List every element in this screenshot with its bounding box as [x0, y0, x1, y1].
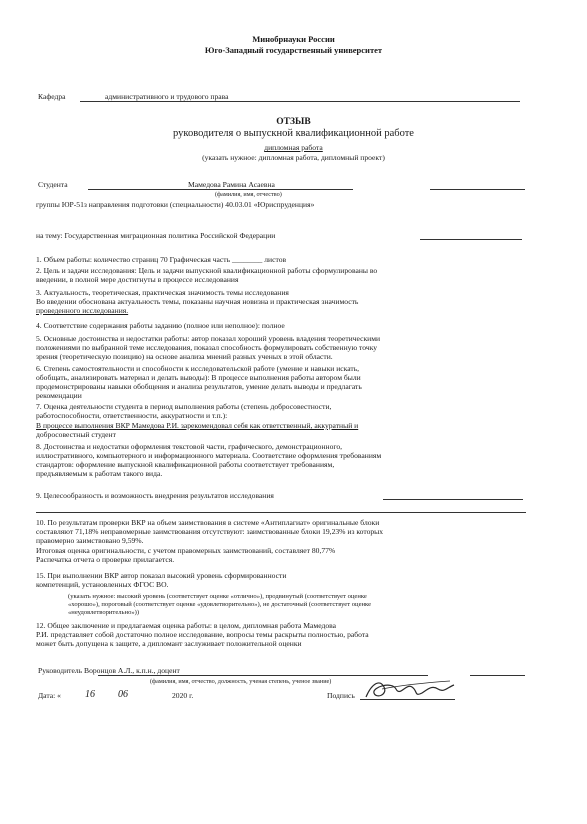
item-6-line-2: обобщать, анализировать материал и делать выводы): В процессе выполнения работы автором были: [36, 373, 361, 382]
item-10-line-4: Итоговая оценка оригинальности, с учетом правомерных заимствований, составляет 80,77%: [36, 546, 336, 555]
signature-label: Подпись: [327, 691, 355, 700]
topic-underline: [420, 239, 522, 240]
item-15-line-1: 15. При выполнении ВКР автор показал высокий уровень сформированности: [36, 571, 287, 580]
item-15-hint-1: (указать нужное: высокий уровень (соответствует оценке «отлично»), продвинутый (соответствует оценке: [68, 593, 367, 600]
department-label: Кафедра: [38, 92, 66, 101]
item-12-line-3: может быть допущена к защите, а дипломант заслуживает положительной оценки: [36, 639, 302, 648]
department-value: административного и трудового права: [105, 92, 229, 101]
item-2-line-2: введении, в полной мере достигнуты в процессе исследования: [36, 275, 239, 284]
date-label: Дата: «: [38, 691, 61, 700]
item-4: 4. Соответствие содержания работы заданию (полное или неполное): полное: [36, 321, 285, 330]
item-7-line-1: 7. Оценка деятельности студента в период выполнения работы (степень добросовестности,: [36, 402, 332, 411]
item-15-line-2: компетенций, установленных ФГОС ВО.: [36, 580, 169, 589]
department-underline: [80, 101, 520, 102]
work-type-hint: (указать нужное: дипломная работа, дипломный проект): [202, 153, 385, 162]
doc-title: ОТЗЫВ: [276, 117, 311, 127]
item-5-line-3: зрения (теоретическую позицию) на основе анализа мнений разных ученых в этой области.: [36, 352, 333, 361]
item-3-line-1: 3. Актуальность, теоретическая, практическая значимость темы исследования: [36, 288, 289, 297]
topic-line: на тему: Государственная миграционная политика Российской Федерации: [36, 231, 276, 240]
student-label: Студента: [38, 180, 68, 189]
item-3-line-2: Во введении обоснована актуальность темы, показаны научная новизна и практическая значимость: [36, 297, 359, 306]
group-direction-line: группы ЮР-51з направления подготовки (специальности) 40.03.01 «Юриспруденция»: [36, 200, 315, 209]
item-5-line-2: положениями по выбранной теме исследования, показал способность формулировать собственную точку: [36, 343, 378, 352]
item-15-hint-2: «хорошо»), пороговый (соответствует оценке «удовлетворительно»), не достаточный (соответствует оценке: [68, 601, 371, 608]
item-3-line-3: проведенного исследования.: [36, 306, 129, 315]
doc-subtitle: руководителя о выпускной квалификационной работе: [173, 128, 414, 139]
date-month: 06: [118, 689, 128, 700]
item-12-line-1: 12. Общее заключение и предлагаемая оценка работы: в целом, дипломная работа Мамедова: [36, 621, 336, 630]
item-7-line-4: добросовестный студент: [36, 430, 116, 439]
item-6-line-4: рекомендации: [36, 391, 82, 400]
handwritten-signature: [362, 675, 457, 703]
item-7-line-2: работоспособности, ответственности, аккуратности и т.п.):: [36, 411, 228, 420]
student-hint: (фамилия, имя, отчество): [215, 191, 282, 198]
item-10-line-3: правомерно заимствовано 9,59%.: [36, 536, 144, 545]
item-15-hint-3: «неудовлетворительно»)): [68, 609, 140, 616]
item-10-line-5: Распечатка отчета о проверке прилагается.: [36, 555, 175, 564]
item-8-line-2: иллюстративного, компьютерного и информационного материала. Соответствие оформления требованиям: [36, 451, 382, 460]
supervisor-line: Руководитель Воронцов А.Л., к.п.н., доцент: [38, 666, 180, 675]
date-year: 2020 г.: [172, 691, 194, 700]
item-9-underline: [383, 499, 523, 500]
item-10-line-2: составляют 71,18% неправомерные заимствования отсутствуют: заимствованные блоки 19,23% из которых: [36, 527, 384, 536]
item-12-line-2: Р.И. представляет собой достаточно полное исследование, вопросы темы раскрыты полностью, работа: [36, 630, 369, 639]
item-10-line-1: 10. По результатам проверки ВКР на объем заимствования в системе «Антиплагиат» оригинальные блоки: [36, 518, 380, 527]
student-name: Мамедова Рамина Асаевна: [188, 180, 275, 189]
university-line: Юго-Западный государственный университет: [204, 46, 383, 55]
item-8-line-3: стандартов: оформление выпускной квалификационной работы соответствует требованиям,: [36, 460, 335, 469]
item-6-line-1: 6. Степень самостоятельности и способности к исследовательской работе (умение и навыки искать,: [36, 364, 360, 373]
item-1: 1. Объем работы: количество страниц 70 Графическая часть ________ листов: [36, 255, 287, 264]
supervisor-hint: (фамилия, имя, отчество, должность, ученая степень, ученое звание): [150, 678, 332, 685]
ministry-line: Минобрнауки России: [252, 35, 335, 44]
item-8-line-4: предъявляемым к работам такого вида.: [36, 469, 163, 478]
item-6-line-3: продемонстрированы навыки обобщения и анализа результатов, умение делать выводы и предлагать: [36, 382, 362, 391]
item-7-line-3: В процессе выполнения ВКР Мамедова Р.И. зарекомендовал себя как ответственный, аккуратный и: [36, 421, 359, 430]
item-8-line-1: 8. Достоинства и недостатки оформления текстовой части, графического, демонстрационного,: [36, 442, 343, 451]
item-9-blank-line: [36, 512, 526, 513]
item-5-line-1: 5. Основные достоинства и недостатки работы: автор показал хороший уровень владения теоретическими: [36, 334, 381, 343]
supervisor-extra-underline: [470, 675, 525, 676]
date-day: 16: [85, 689, 95, 700]
item-9: 9. Целесообразность и возможность внедрения результатов исследования: [36, 491, 274, 500]
item-2-line-1: 2. Цель и задачи исследования: Цель и задачи выпускной квалификационной работы сформулированы во: [36, 266, 378, 275]
work-type: дипломная работа: [264, 143, 323, 152]
